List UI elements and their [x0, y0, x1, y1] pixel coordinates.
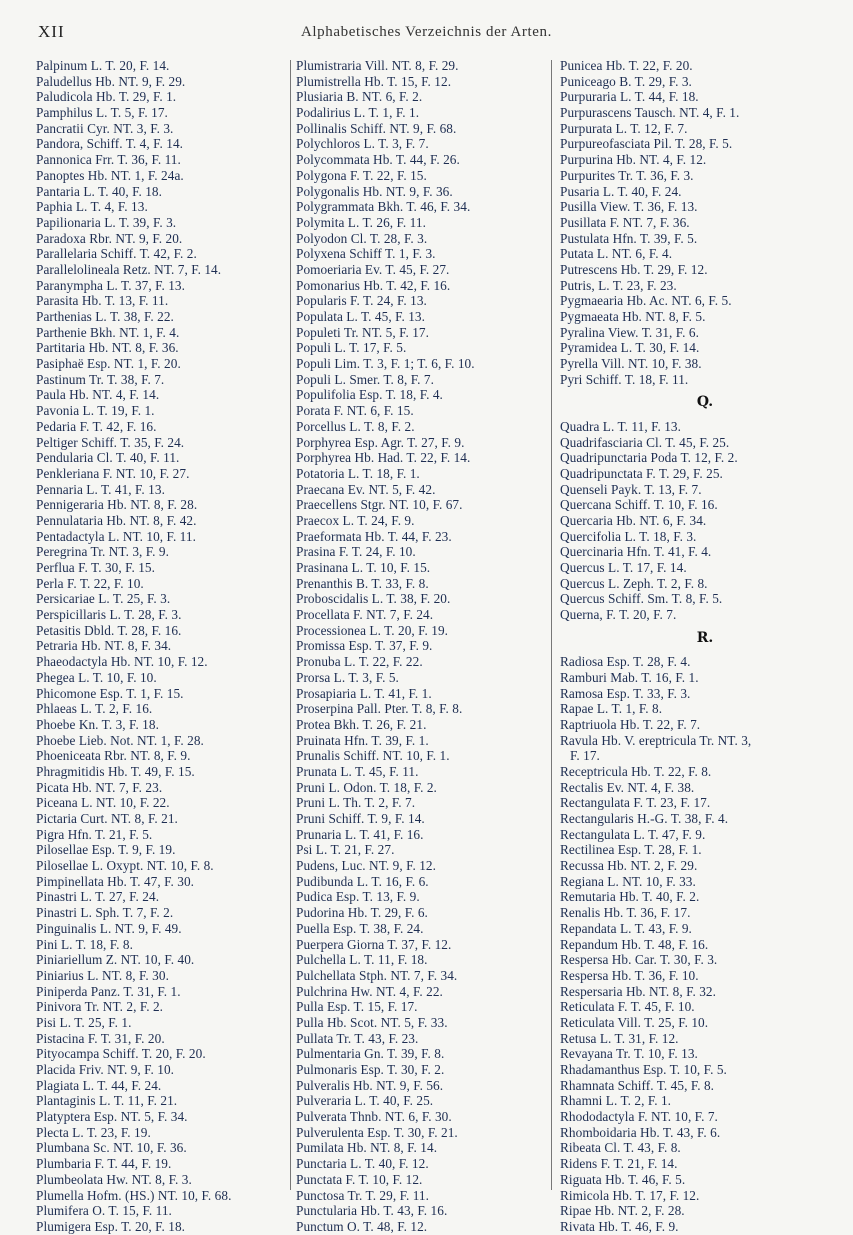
- index-entry: Prunata L. T. 45, F. 11.: [296, 763, 419, 779]
- index-entry: Rhamnata Schiff. T. 45, F. 8.: [560, 1077, 715, 1093]
- index-entry: Quercus L. T. 17, F. 14.: [560, 560, 687, 576]
- index-entry: Quercana Schiff. T. 10, F. 16.: [560, 497, 718, 513]
- index-entry: Phegea L. T. 10, F. 10.: [36, 669, 157, 685]
- index-entry: Podalirius L. T. 1, F. 1.: [296, 105, 420, 121]
- index-entry: Pastinum Tr. T. 38, F. 7.: [36, 371, 165, 387]
- index-entry: Pinastri L. T. 27, F. 24.: [36, 889, 160, 905]
- index-entry: Purpurina Hb. NT. 4, F. 12.: [560, 152, 707, 168]
- index-entry: Pudorina Hb. T. 29, F. 6.: [296, 905, 428, 921]
- index-entry: Pruni L. Th. T. 2, F. 7.: [296, 795, 416, 811]
- index-entry: Ribeata Cl. T. 43, F. 8.: [560, 1140, 681, 1156]
- index-entry: Regiana L. NT. 10, F. 33.: [560, 873, 696, 889]
- index-entry: Punctosa Tr. T. 29, F. 11.: [296, 1187, 429, 1203]
- index-entry: Pandora, Schiff. T. 4, F. 14.: [36, 136, 184, 152]
- index-entry: Piniperda Panz. T. 31, F. 1.: [36, 983, 181, 999]
- index-entry: Perflua F. T. 30, F. 15.: [36, 560, 155, 575]
- index-entry: Partitaria Hb. NT. 8, F. 36.: [36, 340, 179, 356]
- index-entry: Rectalis Ev. NT. 4, F. 38.: [560, 779, 695, 795]
- index-entry: Rapae L. T. 1, F. 8.: [560, 701, 663, 717]
- index-entry: Polychloros L. T. 3, F. 7.: [296, 136, 429, 152]
- index-entry: Pyramidea L. T. 30, F. 14.: [560, 340, 700, 356]
- index-entry: Rectilinea Esp. T. 28, F. 1.: [560, 842, 702, 858]
- index-entry: Renalis Hb. T. 36, F. 17.: [560, 905, 691, 921]
- index-entry: Pigra Hfn. T. 21, F. 5.: [36, 826, 153, 842]
- index-entry: Plumistraria Vill. NT. 8, F. 29.: [296, 58, 459, 73]
- index-entry: Pyri Schiff. T. 18, F. 11.: [560, 371, 689, 387]
- index-entry: Phoebe Lieb. Not. NT. 1, F. 28.: [36, 732, 204, 748]
- index-entry: Parthenie Bkh. NT. 1, F. 4.: [36, 324, 180, 340]
- index-entry: Ripae Hb. NT. 2, F. 28.: [560, 1203, 685, 1219]
- index-entry: Praecana Ev. NT. 5, F. 42.: [296, 481, 436, 497]
- index-entry: Pudens, Luc. NT. 9, F. 12.: [296, 858, 436, 874]
- index-entry: Rhododactyla F. NT. 10, F. 7.: [560, 1109, 718, 1125]
- index-entry: Pennigeraria Hb. NT. 8, F. 28.: [36, 497, 198, 513]
- index-entry: Plusiaria B. NT. 6, F. 2.: [296, 89, 423, 105]
- index-column-2: [296, 58, 546, 1234]
- index-entry: Pisi L. T. 25, F. 1.: [36, 1014, 132, 1030]
- index-entry: Recussa Hb. NT. 2, F. 29.: [560, 858, 698, 874]
- index-entry: Purpurata L. T. 12, F. 7.: [560, 120, 688, 136]
- index-entry: Remutaria Hb. T. 40, F. 2.: [560, 889, 700, 905]
- index-entry: Rhadamanthus Esp. T. 10, F. 5.: [560, 1062, 727, 1078]
- index-entry: Riguata Hb. T. 46, F. 5.: [560, 1171, 686, 1187]
- index-entry: Populi Lim. T. 3, F. 1; T. 6, F. 10.: [296, 356, 475, 372]
- index-entry: Respersaria Hb. NT. 8, F. 32.: [560, 983, 716, 999]
- index-entry: Promissa Esp. T. 37, F. 9.: [296, 638, 433, 654]
- index-entry: Pruni Schiff. T. 9, F. 14.: [296, 811, 425, 826]
- index-entry: Repandata L. T. 43, F. 9.: [560, 920, 692, 936]
- index-entry: Quadrifasciaria Cl. T. 45, F. 25.: [560, 434, 730, 450]
- index-entry: Paludellus Hb. NT. 9, F. 29.: [36, 73, 186, 89]
- index-entry: Puniceago B. T. 29, F. 3.: [560, 73, 692, 89]
- index-entry: Pruinata Hfn. T. 39, F. 1.: [296, 732, 429, 748]
- index-entry: Palpinum L. T. 20, F. 14.: [36, 58, 170, 73]
- index-entry: Parasita Hb. T. 13, F. 11.: [36, 293, 169, 309]
- section-letter: Q.: [696, 394, 714, 411]
- index-entry: Pusillata F. NT. 7, F. 36.: [560, 214, 690, 230]
- index-entry: Parthenias L. T. 38, F. 22.: [36, 309, 174, 324]
- index-entry: Prasina F. T. 24, F. 10.: [296, 544, 416, 560]
- index-entry: Prasinana L. T. 10, F. 15.: [296, 560, 431, 575]
- index-entry: Putris, L. T. 23, F. 23.: [560, 277, 677, 293]
- index-entry: Praecox L. T. 24, F. 9.: [296, 512, 415, 528]
- index-entry: Polycommata Hb. T. 44, F. 26.: [296, 152, 460, 168]
- index-entry: Picata Hb. NT. 7, F. 23.: [36, 779, 163, 795]
- index-entry: Persicariae L. T. 25, F. 3.: [36, 591, 171, 607]
- index-entry: Pumilata Hb. NT. 8, F. 14.: [296, 1140, 438, 1156]
- index-entry: Pustulata Hfn. T. 39, F. 5.: [560, 230, 698, 246]
- index-entry: Ramburi Mab. T. 16, F. 1.: [560, 669, 699, 685]
- index-entry: Peregrina Tr. NT. 3, F. 9.: [36, 544, 169, 560]
- index-entry: Pendularia Cl. T. 40, F. 11.: [36, 450, 180, 466]
- index-entry: Pulveralis Hb. NT. 9, F. 56.: [296, 1077, 444, 1093]
- column-divider: [551, 60, 552, 1190]
- index-entry: Ravula Hb. V. ereptricula Tr. NT. 3,: [560, 732, 752, 748]
- index-entry: Plumifera O. T. 15, F. 11.: [36, 1203, 172, 1219]
- index-entry: Pusaria L. T. 40, F. 24.: [560, 183, 682, 199]
- index-entry: Paludicola Hb. T. 29, F. 1.: [36, 89, 177, 105]
- index-entry: Populeti Tr. NT. 5, F. 17.: [296, 324, 429, 340]
- index-entry: Polygonalis Hb. NT. 9, F. 36.: [296, 183, 453, 199]
- index-entry: Porphyrea Esp. Agr. T. 27, F. 9.: [296, 434, 465, 450]
- index-entry: Punctum O. T. 48, F. 12.: [296, 1218, 428, 1234]
- index-entry: Phoebe Kn. T. 3, F. 18.: [36, 716, 159, 732]
- index-entry: Parallelolineala Retz. NT. 7, F. 14.: [36, 261, 222, 277]
- index-entry: Piniariellum Z. NT. 10, F. 40.: [36, 952, 195, 968]
- index-entry: Prunaria L. T. 41, F. 16.: [296, 826, 424, 842]
- index-entry: Polyodon Cl. T. 28, F. 3.: [296, 230, 428, 246]
- index-entry: Quercinaria Hfn. T. 41, F. 4.: [560, 544, 712, 560]
- index-entry: Pulchellata Stph. NT. 7, F. 34.: [296, 967, 458, 983]
- index-entry: Pronuba L. T. 22, F. 22.: [296, 654, 423, 670]
- index-entry: Prenanthis B. T. 33, F. 8.: [296, 575, 429, 591]
- index-entry: Praecellens Stgr. NT. 10, F. 67.: [296, 497, 463, 513]
- page-header: [0, 22, 853, 46]
- index-entry: Praeformata Hb. T. 44, F. 23.: [296, 528, 452, 544]
- index-entry: Porata F. NT. 6, F. 15.: [296, 403, 414, 419]
- index-entry: Pennaria L. T. 41, F. 13.: [36, 481, 165, 497]
- index-entry: Pedaria F. T. 42, F. 16.: [36, 418, 157, 434]
- index-entry: Pulmentaria Gn. T. 39, F. 8.: [296, 1046, 445, 1062]
- index-entry: Rhomboidaria Hb. T. 43, F. 6.: [560, 1124, 721, 1140]
- index-entry: Plagiata L. T. 44, F. 24.: [36, 1077, 162, 1093]
- index-entry: Pygmaeata Hb. NT. 8, F. 5.: [560, 309, 706, 324]
- index-entry: F. 17.: [570, 748, 600, 764]
- index-entry: Phlaeas L. T. 2, F. 16.: [36, 701, 153, 717]
- index-entry: Porphyrea Hb. Had. T. 22, F. 14.: [296, 450, 471, 466]
- index-entry: Phicomone Esp. T. 1, F. 15.: [36, 685, 184, 701]
- index-entry: Purpurascens Tausch. NT. 4, F. 1.: [560, 105, 740, 121]
- index-entry: Punctaria L. T. 40, F. 12.: [296, 1156, 429, 1172]
- index-entry: Phoeniceata Rbr. NT. 8, F. 9.: [36, 748, 191, 764]
- index-entry: Phaeodactyla Hb. NT. 10, F. 12.: [36, 654, 208, 670]
- index-entry: Plumbaria F. T. 44, F. 19.: [36, 1156, 172, 1172]
- index-entry: Pulchrina Hw. NT. 4, F. 22.: [296, 983, 443, 999]
- index-entry: Pasiphaë Esp. NT. 1, F. 20.: [36, 356, 181, 372]
- index-entry: Respersa Hb. T. 36, F. 10.: [560, 967, 699, 983]
- index-entry: Platyptera Esp. NT. 5, F. 34.: [36, 1109, 188, 1125]
- index-entry: Pannonica Frr. T. 36, F. 11.: [36, 152, 181, 168]
- index-entry: Quadripunctaria Poda T. 12, F. 2.: [560, 450, 738, 466]
- index-entry: Prunalis Schiff. NT. 10, F. 1.: [296, 748, 450, 764]
- index-entry: Pyralina View. T. 31, F. 6.: [560, 324, 699, 340]
- index-entry: Plecta L. T. 23, F. 19.: [36, 1124, 151, 1140]
- index-entry: Punicea Hb. T. 22, F. 20.: [560, 58, 693, 73]
- index-entry: Rectangulata L. T. 47, F. 9.: [560, 826, 706, 842]
- index-entry: Pimpinellata Hb. T. 47, F. 30.: [36, 873, 195, 889]
- index-entry: Processionea L. T. 20, F. 19.: [296, 622, 449, 638]
- index-entry: Pyrella Vill. NT. 10, F. 38.: [560, 356, 702, 372]
- index-entry: Polygona F. T. 22, F. 15.: [296, 167, 427, 183]
- index-entry: Polymita L. T. 26, F. 11.: [296, 214, 426, 230]
- index-entry: Petasitis Dbld. T. 28, F. 16.: [36, 622, 182, 638]
- index-entry: Reticulata F. T. 45, F. 10.: [560, 999, 695, 1015]
- index-entry: Populifolia Esp. T. 18, F. 4.: [296, 387, 443, 403]
- index-entry: Pityocampa Schiff. T. 20, F. 20.: [36, 1046, 206, 1062]
- index-entry: Protea Bkh. T. 26, F. 21.: [296, 716, 427, 732]
- index-entry: Quercaria Hb. NT. 6, F. 34.: [560, 512, 707, 528]
- index-entry: Plumbeolata Hw. NT. 8, F. 3.: [36, 1171, 192, 1187]
- index-entry: Pini L. T. 18, F. 8.: [36, 936, 133, 952]
- index-entry: Revayana Tr. T. 10, F. 13.: [560, 1046, 698, 1062]
- index-entry: Ramosa Esp. T. 33, F. 3.: [560, 685, 691, 701]
- index-entry: Pulla Esp. T. 15, F. 17.: [296, 999, 418, 1015]
- index-entry: Parallelaria Schiff. T. 42, F. 2.: [36, 246, 197, 262]
- index-entry: Perspicillaris L. T. 28, F. 3.: [36, 607, 182, 623]
- index-entry: Pomoeriaria Ev. T. 45, F. 27.: [296, 261, 450, 277]
- index-entry: Phragmitidis Hb. T. 49, F. 15.: [36, 763, 195, 779]
- index-entry: Putata L. NT. 6, F. 4.: [560, 246, 673, 262]
- index-entry: Plumigera Esp. T. 20, F. 18.: [36, 1218, 186, 1234]
- index-entry: Populi L. T. 17, F. 5.: [296, 340, 407, 356]
- index-entry: Plantaginis L. T. 11, F. 21.: [36, 1093, 178, 1109]
- index-entry: Purpurites Tr. T. 36, F. 3.: [560, 167, 694, 183]
- index-entry: Puerpera Giorna T. 37, F. 12.: [296, 936, 452, 952]
- index-entry: Respersa Hb. Car. T. 30, F. 3.: [560, 952, 718, 968]
- index-entry: Pudibunda L. T. 16, F. 6.: [296, 873, 429, 889]
- index-entry: Polygrammata Bkh. T. 46, F. 34.: [296, 199, 471, 215]
- index-entry: Querna, F. T. 20, F. 7.: [560, 607, 677, 623]
- index-entry: Pinguinalis L. NT. 9, F. 49.: [36, 920, 182, 936]
- index-entry: Rimicola Hb. T. 17, F. 12.: [560, 1187, 700, 1203]
- index-entry: Quadra L. T. 11, F. 13.: [560, 418, 681, 434]
- index-entry: Ridens F. T. 21, F. 14.: [560, 1156, 678, 1172]
- index-entry: Paranympha L. T. 37, F. 13.: [36, 277, 185, 293]
- index-entry: Pomonarius Hb. T. 42, F. 16.: [296, 277, 451, 293]
- index-entry: Pistacina F. T. 31, F. 20.: [36, 1030, 165, 1046]
- index-entry: Pulmonaris Esp. T. 30, F. 2.: [296, 1062, 445, 1077]
- index-entry: Pulchella L. T. 11, F. 18.: [296, 952, 428, 968]
- index-entry: Prosapiaria L. T. 41, F. 1.: [296, 685, 432, 701]
- index-entry: Potatoria L. T. 18, F. 1.: [296, 465, 420, 481]
- index-entry: Popularis F. T. 24, F. 13.: [296, 293, 427, 309]
- index-entry: Pulverulenta Esp. T. 30, F. 21.: [296, 1124, 458, 1140]
- index-entry: Putrescens Hb. T. 29, F. 12.: [560, 261, 708, 277]
- index-entry: Quercus L. Zeph. T. 2, F. 8.: [560, 575, 708, 591]
- index-entry: Paradoxa Rbr. NT. 9, F. 20.: [36, 230, 183, 246]
- index-entry: Psi L. T. 21, F. 27.: [296, 842, 395, 858]
- index-entry: Plumbana Sc. NT. 10, F. 36.: [36, 1140, 187, 1156]
- index-entry: Populi L. Smer. T. 8, F. 7.: [296, 371, 434, 387]
- index-entry: Purpureofasciata Pil. T. 28, F. 5.: [560, 136, 733, 152]
- index-entry: Pictaria Curt. NT. 8, F. 21.: [36, 811, 178, 826]
- section-letter: R.: [696, 629, 714, 646]
- index-entry: Punctata F. T. 10, F. 12.: [296, 1171, 423, 1187]
- index-entry: Pilosellae L. Oxypt. NT. 10, F. 8.: [36, 858, 214, 874]
- index-entry: Plumistrella Hb. T. 15, F. 12.: [296, 73, 452, 89]
- index-entry: Pudica Esp. T. 13, F. 9.: [296, 889, 420, 905]
- index-entry: Pruni L. Odon. T. 18, F. 2.: [296, 779, 437, 795]
- index-entry: Repandum Hb. T. 48, F. 16.: [560, 936, 709, 952]
- index-entry: Pavonia L. T. 19, F. 1.: [36, 403, 155, 419]
- index-entry: Peltiger Schiff. T. 35, F. 24.: [36, 434, 185, 450]
- index-entry: Penkleriana F. NT. 10, F. 27.: [36, 465, 190, 481]
- index-entry: Porcellus L. T. 8, F. 2.: [296, 418, 415, 434]
- index-entry: Pulveraria L. T. 40, F. 25.: [296, 1093, 434, 1109]
- index-entry: Pygmaearia Hb. Ac. NT. 6, F. 5.: [560, 293, 732, 309]
- page-title: Alphabetisches Verzeichnis der Arten.: [300, 24, 552, 40]
- index-entry: Procellata F. NT. 7, F. 24.: [296, 607, 434, 623]
- index-entry: Piceana L. NT. 10, F. 22.: [36, 795, 170, 811]
- index-entry: Quercifolia L. T. 18, F. 3.: [560, 528, 697, 544]
- index-column-1: [36, 58, 288, 1234]
- index-entry: Rectangulata F. T. 23, F. 17.: [560, 795, 711, 811]
- index-entry: Papilionaria L. T. 39, F. 3.: [36, 214, 177, 230]
- index-entry: Pennulataria Hb. NT. 8, F. 42.: [36, 512, 197, 528]
- index-entry: Punctularia Hb. T. 43, F. 16.: [296, 1203, 448, 1219]
- index-entry: Pinastri L. Sph. T. 7, F. 2.: [36, 905, 174, 921]
- index-entry: Perla F. T. 22, F. 10.: [36, 575, 144, 591]
- index-entry: Quenseli Payk. T. 13, F. 7.: [560, 481, 702, 497]
- index-entry: Pollinalis Schiff. NT. 9, F. 68.: [296, 120, 457, 136]
- index-entry: Pilosellae Esp. T. 9, F. 19.: [36, 842, 176, 858]
- index-entry: Pinivora Tr. NT. 2, F. 2.: [36, 999, 164, 1015]
- index-entry: Quadripunctata F. T. 29, F. 25.: [560, 465, 723, 481]
- index-entry: Rhamni L. T. 2, F. 1.: [560, 1093, 672, 1109]
- index-entry: Pulverata Thnb. NT. 6, F. 30.: [296, 1109, 452, 1125]
- index-entry: Populata L. T. 45, F. 13.: [296, 309, 425, 324]
- index-entry: Plumella Hofm. (HS.) NT. 10, F. 68.: [36, 1187, 232, 1203]
- index-entry: Rivata Hb. T. 46, F. 9.: [560, 1218, 679, 1234]
- index-entry: Polyxena Schiff T. 1, F. 3.: [296, 246, 436, 262]
- index-entry: Quercus Schiff. Sm. T. 8, F. 5.: [560, 591, 723, 607]
- index-entry: Pancratii Cyr. NT. 3, F. 3.: [36, 120, 174, 136]
- index-column-3: [560, 58, 850, 1234]
- column-divider: [290, 60, 291, 1190]
- page-number: XII: [38, 22, 65, 41]
- index-entry: Retusa L. T. 31, F. 12.: [560, 1030, 679, 1046]
- index-entry: Pusilla View. T. 36, F. 13.: [560, 199, 698, 215]
- index-entry: Paula Hb. NT. 4, F. 14.: [36, 387, 160, 403]
- index-entry: Proboscidalis L. T. 38, F. 20.: [296, 591, 451, 607]
- index-entry: Pamphilus L. T. 5, F. 17.: [36, 105, 168, 121]
- index-entry: Receptricula Hb. T. 22, F. 8.: [560, 763, 712, 779]
- index-entry: Radiosa Esp. T. 28, F. 4.: [560, 654, 691, 670]
- index-entry: Placida Friv. NT. 9, F. 10.: [36, 1062, 175, 1077]
- index-entry: Piniarius L. NT. 8, F. 30.: [36, 967, 169, 983]
- index-entry: Pantaria L. T. 40, F. 18.: [36, 183, 162, 199]
- index-entry: Panoptes Hb. NT. 1, F. 24a.: [36, 167, 184, 183]
- index-entry: Pulla Hb. Scot. NT. 5, F. 33.: [296, 1014, 448, 1030]
- index-entry: Puella Esp. T. 38, F. 24.: [296, 920, 424, 936]
- index-entry: Purpuraria L. T. 44, F. 18.: [560, 89, 699, 105]
- index-entry: Rectangularis H.-G. T. 38, F. 4.: [560, 811, 729, 827]
- index-entry: Raptriuola Hb. T. 22, F. 7.: [560, 716, 701, 732]
- index-entry: Pentadactyla L. NT. 10, F. 11.: [36, 528, 196, 544]
- index-entry: Petraria Hb. NT. 8, F. 34.: [36, 638, 172, 654]
- index-entry: Proserpina Pall. Pter. T. 8, F. 8.: [296, 701, 463, 717]
- index-entry: Pullata Tr. T. 43, F. 23.: [296, 1030, 419, 1046]
- index-entry: Prorsa L. T. 3, F. 5.: [296, 669, 399, 685]
- index-entry: Paphia L. T. 4, F. 13.: [36, 199, 148, 215]
- index-entry: Reticulata Vill. T. 25, F. 10.: [560, 1014, 709, 1030]
